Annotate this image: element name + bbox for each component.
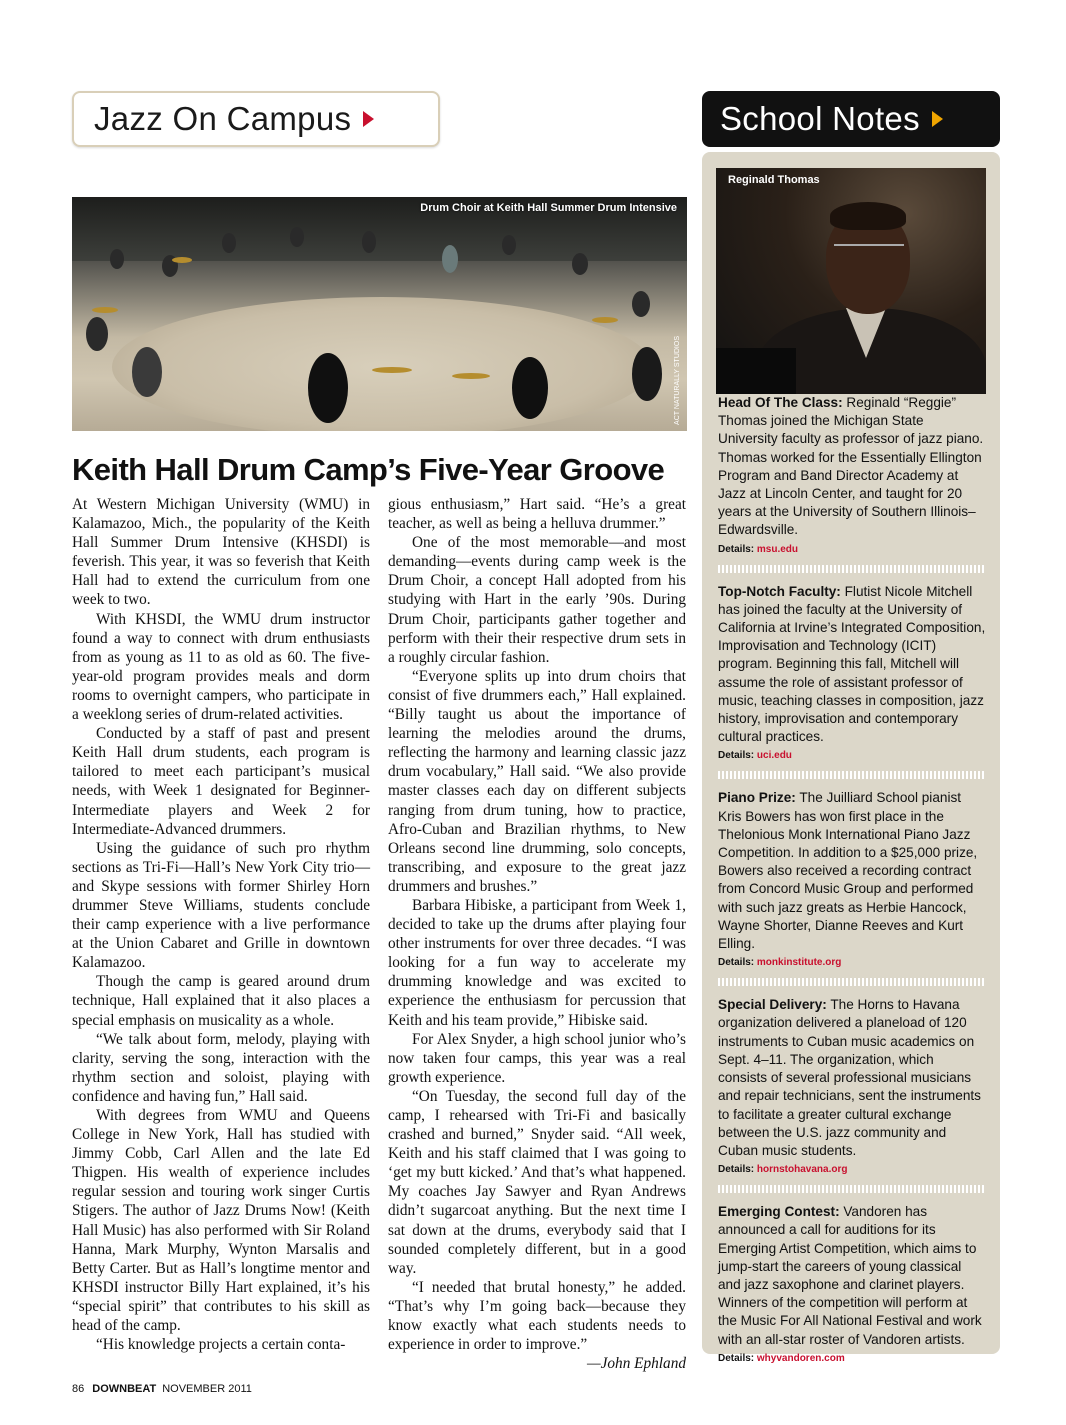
section-tab-jazz-on-campus (72, 91, 440, 147)
details-label: Details: (718, 1352, 755, 1364)
photo-credit: ACT NATURALLY STUDIOS (674, 336, 681, 425)
details-link[interactable]: uci.edu (756, 750, 792, 762)
arrow-right-icon (363, 111, 374, 127)
details-link[interactable]: hornstohavana.org (756, 1164, 848, 1176)
note-details (718, 749, 986, 763)
paragraph: Conducted by a staff of past and present Keith Hall drum students, each program is tailored to meet each participant’s musical needs, with Week 1 designated for Beginner-Intermediate players and Week 2 for Intermediate-Advanced drummers. (72, 725, 370, 838)
paragraph: One of the most memorable—and most demanding—events during camp week is the Drum Choir, a concept Hall adopted from his studying with Hart in the early ’90s. During Drum Choir, participants gather together and perform with their their respective drum sets in a roughly circular fashion. (388, 534, 686, 666)
page-footer (72, 1383, 252, 1395)
paragraph: “We talk about form, melody, playing with clarity, serving the song, interaction with the rhythm section and soloist, playing with confidence and having fun,” Hall said. (72, 1030, 370, 1105)
details-link[interactable]: msu.edu (756, 543, 799, 555)
photo-caption: Drum Choir at Keith Hall Summer Drum Intensive (420, 202, 677, 214)
paragraph: With KHSDI, the WMU drum instructor found a way to connect with drum enthusiasts from as young as 11 to as old as 60. The five-year-old program provides meals and dorm rooms to overnight campers, who participate in a weeklong series of drum-related activities. (72, 610, 370, 724)
section-tab-school-notes (702, 91, 1000, 147)
note-text: The Juilliard School pianist Kris Bowers has won first place in the Thelonious Monk International Piano Jazz Competition. In addition to a $25,000 prize, Bowers also received a recording contract from Concord Music Group and performed with such jazz greats as Herbie Hancock, Wayne Shorter, Dianne Reeves and Kurt Elling. (718, 790, 978, 952)
note-text: Vandoren has announced a call for auditions for its Emerging Artist Competition, which aims to jump-start the careers of young classical and jazz saxophone and clarinet players. Winners of the competition will perform at the Music For All National Festival and work with an all-star roster of Vandoren artists. (718, 1204, 982, 1347)
details-label: Details: (718, 957, 755, 969)
note-item (718, 583, 986, 764)
note-text: The Horns to Havana organization delivered a planeload of 120 instruments to Cuban music academics on Sept. 4–11. The organization, which consists of several professional musicians and repair technicians, sent the instruments to facilitate a greater cultural exchange between the U.S. jazz community and Cuban music students. (718, 997, 981, 1158)
details-label: Details: (718, 543, 755, 555)
magazine-name: DOWNBEAT (92, 1383, 157, 1395)
note-title: Piano Prize: (718, 790, 796, 806)
byline: —John Ephland (587, 1355, 686, 1373)
page-number: 86 (72, 1383, 85, 1395)
paragraph: At Western Michigan University (WMU) in Kalamazoo, Mich., the popularity of the Keith Hall Summer Drum Intensive (KHSDI) is feverish. This year, it was so feverish that Keith Hall had to extend the curriculum from one week to two. (72, 496, 370, 609)
note-item (718, 1203, 986, 1366)
paragraph: Barbara Hibiske, a participant from Week 1, decided to take up the drums after playing four other instruments for over three decades. “I was looking for a fun way to accelerate my drumming knowledge and was excited to experience the enthusiasm for percussion that Keith and his team provide,” Hibiske said. (388, 896, 686, 1029)
note-title: Top-Notch Faculty: (718, 583, 841, 599)
note-text: Reginald “Reggie” Thomas joined the Michigan State University faculty as professor of jazz piano. Thomas worked for the Essentially Ellington Program and Band Director Academy at Jazz at Lincoln Center, and taught for 20 years at the University of Southern Illinois–Edwardsville. (718, 395, 984, 538)
article-column-2 (388, 495, 686, 1373)
paragraph: gious enthusiasm,” Hart said. “He’s a great teacher, as well as being a helluva drummer.” (388, 496, 686, 533)
note-item (718, 789, 986, 970)
note-item (718, 394, 986, 557)
paragraph: Though the camp is geared around drum technique, Hall explained that it also places a special emphasis on musicality as a whole. (72, 973, 370, 1029)
paragraph: “His knowledge projects a certain conta- (96, 1336, 346, 1354)
note-details (718, 1352, 986, 1366)
paragraph: “Everyone splits up into drum choirs that consist of five drummers each,” Hall explained. “Billy taught us about the importance of learning the melodies around the drums, reflecting the harmony and learning classic jazz drum vocabulary,” Hall said. “We also provide master classes each day on different subjects ranging from drum tuning, how to practice, Afro-Cuban and Brazilian rhythms, to New Orleans second line drumming, solo concepts, transcribing, and exposure to the great jazz drummers and brushes.” (388, 667, 686, 895)
details-link[interactable]: whyvandoren.com (756, 1352, 845, 1364)
divider (718, 1185, 986, 1193)
paragraph: For Alex Snyder, a high school junior who’s now taken four camps, this year was a real growth experience. (388, 1030, 686, 1086)
note-text: Flutist Nicole Mitchell has joined the faculty at the University of California at Irvine’s Integrated Composition, Improvisation and Technology (ICIT) program. Beginning this fall, Mitchell will assume the role of assistant professor of music, teaching classes in composition, jazz history, improvisation and contemporary cultural practices. (718, 583, 986, 745)
paragraph (388, 1278, 686, 1373)
drum-choir-photo (72, 197, 687, 431)
note-title: Emerging Contest: (718, 1204, 840, 1220)
note-item (718, 996, 986, 1177)
school-notes-list (718, 394, 986, 1366)
details-label: Details: (718, 750, 755, 762)
reginald-thomas-photo (716, 168, 986, 394)
article-column-1 (72, 495, 370, 1354)
paragraph-text: “I needed that brutal honesty,” he added. “That’s why I’m going back—because they know exactly what each students needs to experience in order to improve.” (388, 1278, 686, 1354)
portrait-caption: Reginald Thomas (728, 174, 820, 186)
note-details (718, 543, 986, 557)
issue-date: NOVEMBER 2011 (162, 1383, 252, 1395)
paragraph: “On Tuesday, the second full day of the camp, I rehearsed with Tri-Fi and basically crashed and burned,” Snyder said. “All week, Keith and his staff claimed that I was going to ‘get my butt kicked.’ And that’s what happened. My coaches Jay Sawyer and Ryan Andrews didn’t sugarcoat anything. But the next time I sat down at the drums, everybody said that I sounded completely different, but in a good way. (388, 1087, 686, 1277)
divider (718, 978, 986, 986)
school-notes-sidebar (702, 152, 1000, 1364)
note-details (718, 1163, 986, 1177)
divider (718, 565, 986, 573)
divider (718, 771, 986, 779)
section-title: Jazz On Campus (94, 100, 352, 137)
note-title: Head Of The Class: (718, 395, 843, 410)
details-label: Details: (718, 1164, 755, 1176)
arrow-right-icon (932, 111, 943, 127)
sidebar-section-title: School Notes (720, 100, 920, 137)
paragraph: Using the guidance of such pro rhythm sections as Tri-Fi—Hall’s New York City trio—and Skype sessions with former Shirley Horn drummer Steve Williams, students conclude their camp experience with a live performance at the Union Cabaret and Grille in downtown Kalamazoo. (72, 839, 370, 972)
note-details (718, 956, 986, 970)
details-link[interactable]: monkinstitute.org (756, 957, 842, 969)
article-headline: Keith Hall Drum Camp’s Five-Year Groove (72, 452, 665, 487)
note-title: Special Delivery: (718, 997, 827, 1013)
paragraph: With degrees from WMU and Queens College in New York, Hall has studied with Jimmy Cobb, Carl Allen and the late Ed Thigpen. His wealth of experience includes regular session and touring work singer Curtis Stigers. The author of Jazz Drums Now! (Keith Hall Music) has also performed with Sir Roland Hanna, Mark Murphy, Wynton Marsalis and Betty Carter. But as Hall’s longtime mentor and KHSDI instructor Billy Hart explained, it’s his “special spirit” that contributes to his skill as head of the camp. (72, 1107, 370, 1335)
